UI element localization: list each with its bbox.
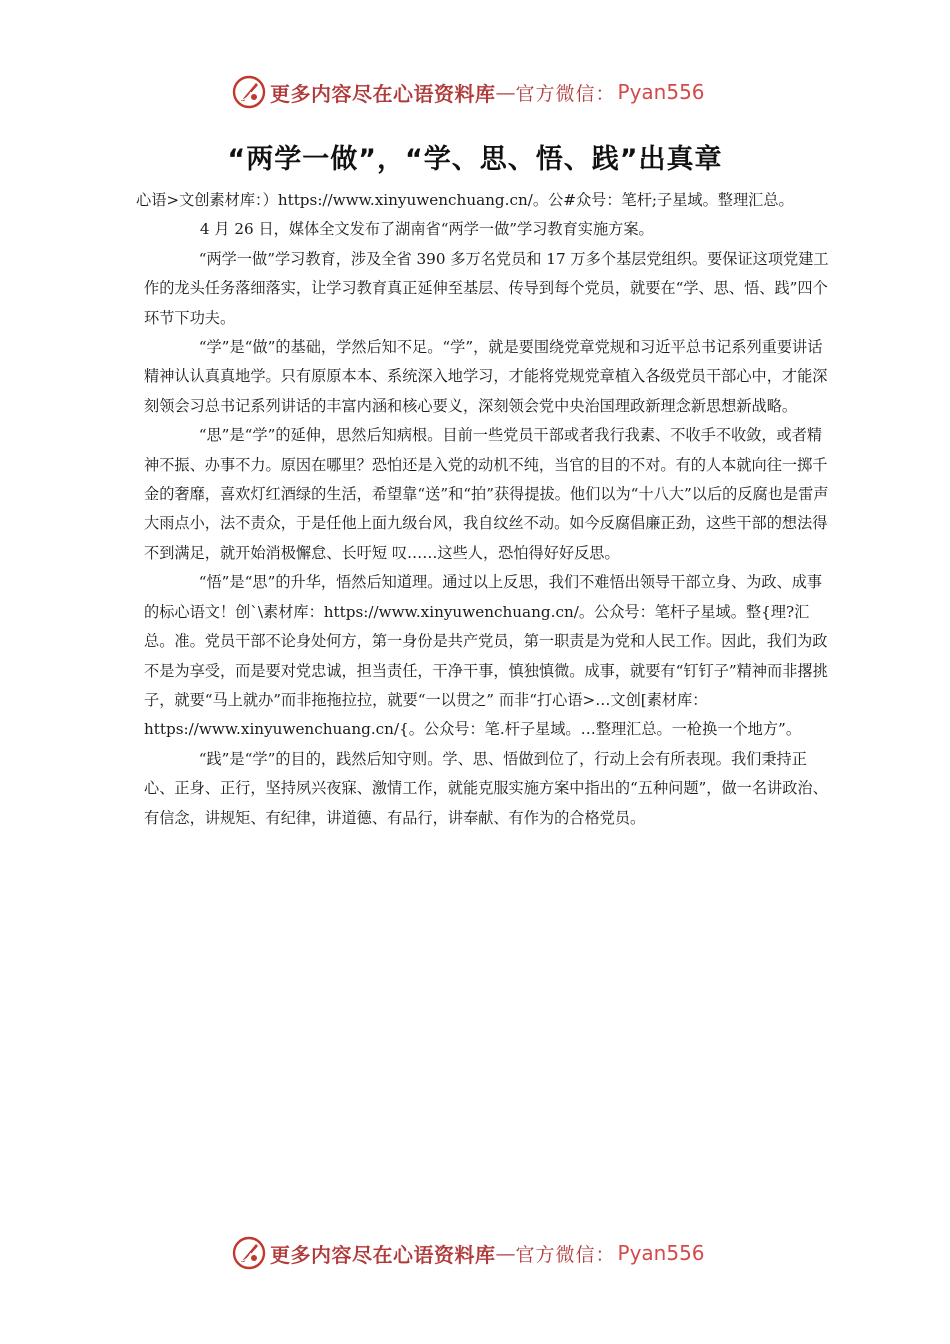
banner-main-text: 更多内容尽在心语资料库 bbox=[270, 1242, 496, 1267]
banner-separator: — bbox=[495, 1241, 516, 1265]
banner-main-text: 更多内容尽在心语资料库 bbox=[270, 81, 496, 106]
paragraph-reflect: “思”是“学”的延伸，思然后知病根。目前一些党员干部或者我行我素、不收手不收敛，或者精神不振、办事不力。原因在哪里？恐怕还是入党的动机不纯，当官的目的不对。有的人本就向往一掷千金的奢靡，喜欢灯红酒绿的生活，希望靠“送”和“拍”获得提拔。他们以为“十八大”以后的反腐也是雷声大雨点小，法不责众，于是任他上面九级台风，我自纹丝不动。如今反腐倡廉正劲，这些干部的想法得不到满足，就开始消极懈怠、长吁短 叹……这些人，恐怕得好好反思。 bbox=[144, 426, 829, 562]
paragraph-realize: “悟”是“思”的升华，悟然后知道理。通过以上反思，我们不难悟出领导干部立身、为政、成事的标心语文！创`\素材库：https://www.xinyuwenchuang.cn/。公众号：笔杆子星域。整{理?汇总。准。党员干部不论身处何方，第一身份是共产党员，第一职责是为党和人民工作。因此，我们为政不是为享受，而是要对党忠诚，担当责任，干净干事，慎独慎微。成事，就要有“钉钉子”精神而非撂挑子，就要“马上就办”而非拖拖拉拉，就要“一以贯之” 而非“打心语>…文创[素材库：https://www.xinyuwenchuang.cn/{。公众号：笔.杆子星域。…整理汇总。一枪换一个地方”。 bbox=[144, 573, 828, 739]
paragraph-overview: “两学一做”学习教育，涉及全省 390 多万名党员和 17 万多个基层党组织。要保证这项党建工作的龙头任务落细落实，让学习教育真正延伸至基层、传导到每个党员，就要在“学、思、悟、践”四个环节下功夫。 bbox=[144, 249, 829, 327]
quill-logo-icon bbox=[232, 75, 266, 109]
footer-banner bbox=[0, 1233, 950, 1273]
source-line: 心语>文创素材库：）https://www.xinyuwenchuang.cn/。公#众号：笔杆;子星域。整理汇总。 bbox=[136, 191, 794, 209]
banner-wechat-label: 官方微信： bbox=[515, 1243, 616, 1266]
paragraph-intro: 4 月 26 日，媒体全文发布了湖南省“两学一做”学习教育实施方案。 bbox=[199, 220, 654, 239]
header-banner bbox=[0, 72, 950, 112]
banner-wechat-label: 官方微信： bbox=[515, 82, 616, 105]
paragraph-practice: “践”是“学”的目的，践然后知守则。学、思、悟做到位了，行动上会有所表现。我们秉持正心、正身、正行，坚持夙兴夜寐、激情工作，就能克服实施方案中指出的“五种问题”，做一名讲政治、有信念，讲规矩、有纪律，讲道德、有品行，讲奉献、有作为的合格党员。 bbox=[144, 749, 828, 827]
quill-logo-icon bbox=[232, 1236, 266, 1270]
article-body bbox=[136, 186, 836, 833]
paragraph-study: “学”是“做”的基础，学然后知不足。“学”，就是要围绕党章党规和习近平总书记系列重要讲话精神认认真真地学。只有原原本本、系统深入地学习，才能将党规党章植入各级党员干部心中，才能深刻领会习总书记系列讲话的丰富内涵和核心要义，深刻领会党中央治国理政新理念新思想新战略。 bbox=[144, 338, 828, 415]
banner-separator: — bbox=[495, 80, 516, 104]
banner-wechat-id: Pyan556 bbox=[617, 80, 705, 104]
page-title: “两学一做”，“学、思、悟、践”出真章 bbox=[227, 144, 723, 175]
banner-wechat-id: Pyan556 bbox=[617, 1241, 705, 1265]
